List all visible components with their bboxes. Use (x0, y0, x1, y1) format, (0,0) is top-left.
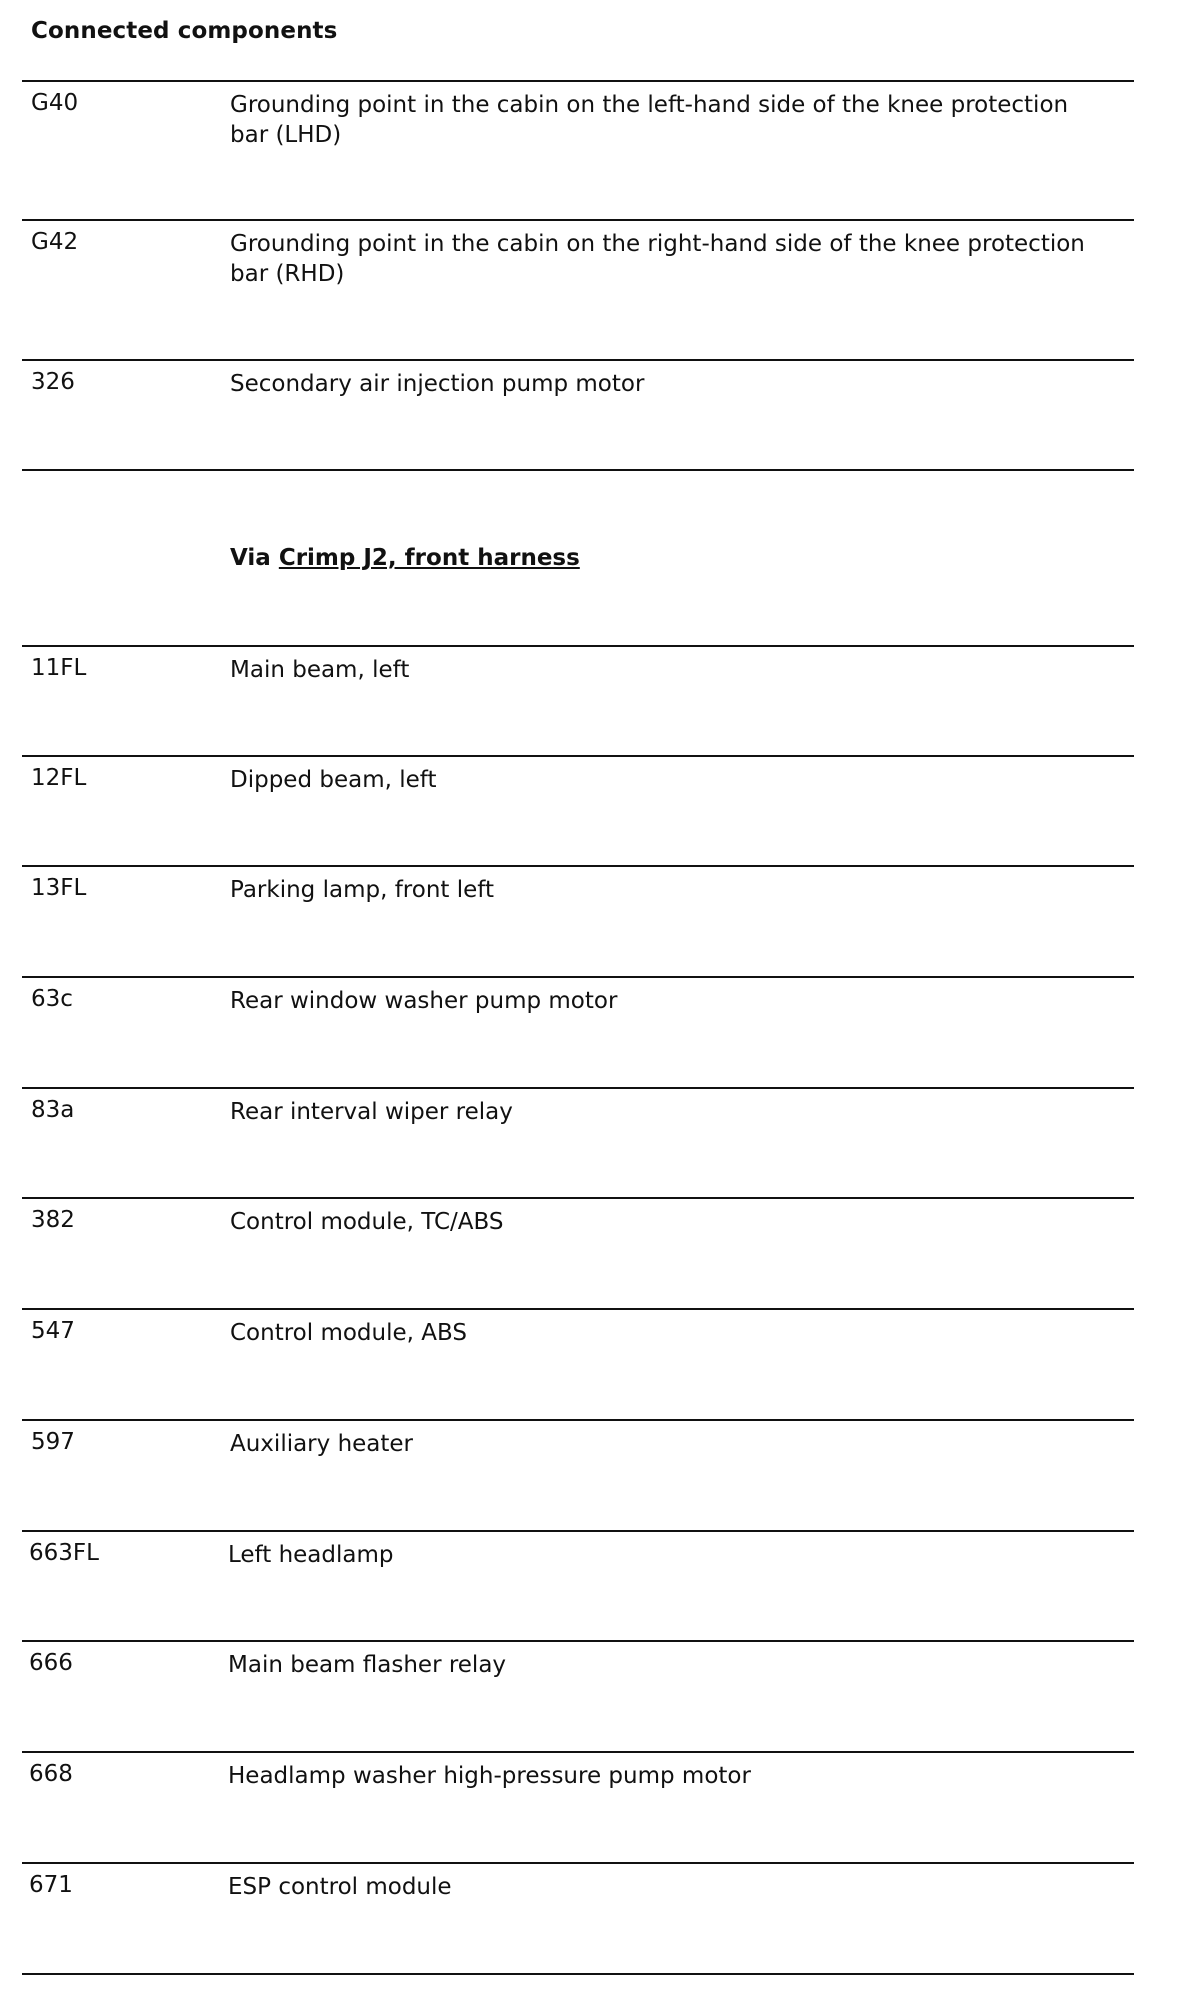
table-row (22, 1312, 1134, 1416)
component-code: G42 (31, 229, 79, 255)
component-description: Rear window washer pump motor (230, 988, 618, 1014)
via-crimp-heading (230, 545, 580, 571)
component-description: Left headlamp (228, 1542, 394, 1568)
component-code: 11FL (31, 655, 87, 681)
component-code: 663FL (29, 1540, 99, 1566)
component-code: 83a (31, 1097, 75, 1123)
component-description: Rear interval wiper relay (230, 1099, 513, 1125)
component-code: 63c (31, 986, 73, 1012)
row-divider (22, 1862, 1134, 1864)
table-row (22, 363, 1134, 468)
table-row (22, 1423, 1134, 1527)
table-row (22, 1866, 1134, 1970)
component-code: 666 (29, 1650, 73, 1676)
component-description: Grounding point in the cabin on the right-hand side of the knee protection bar (RHD) (230, 231, 1085, 287)
row-divider (22, 976, 1134, 978)
table-row (22, 980, 1134, 1084)
crimp-j2-link[interactable]: Crimp J2, front harness (278, 545, 580, 571)
row-divider (22, 1087, 1134, 1089)
component-code: 326 (31, 369, 75, 395)
component-description: Grounding point in the cabin on the left-hand side of the knee protection bar (LHD) (230, 92, 1069, 148)
component-description: Dipped beam, left (230, 767, 437, 793)
row-divider (22, 1197, 1134, 1199)
component-description: Control module, TC/ABS (230, 1209, 504, 1235)
component-code: 13FL (31, 875, 87, 901)
component-code: 382 (31, 1207, 75, 1233)
via-prefix: Via (230, 545, 271, 571)
table-row (22, 1534, 1134, 1638)
table-row (22, 649, 1134, 753)
component-description: Auxiliary heater (230, 1431, 414, 1457)
component-code: 668 (29, 1761, 73, 1787)
row-divider (22, 1640, 1134, 1642)
row-divider (22, 359, 1134, 361)
component-description: Secondary air injection pump motor (230, 371, 645, 397)
component-description: Main beam, left (230, 657, 410, 683)
table-row (22, 1201, 1134, 1305)
component-code: 597 (31, 1429, 75, 1455)
component-code: 547 (31, 1318, 75, 1344)
row-divider (22, 80, 1134, 82)
table-row (22, 1091, 1134, 1195)
table-row (22, 759, 1134, 863)
component-description: Main beam flasher relay (228, 1652, 507, 1678)
row-divider (22, 645, 1134, 647)
row-divider (22, 755, 1134, 757)
component-description: ESP control module (228, 1874, 452, 1900)
row-divider (22, 1530, 1134, 1532)
table-row (22, 869, 1134, 973)
component-code: 12FL (31, 765, 87, 791)
row-divider (22, 469, 1134, 471)
table-row (22, 223, 1134, 357)
component-description: Headlamp washer high-pressure pump motor (228, 1763, 751, 1789)
table-row (22, 84, 1134, 218)
table-row (22, 1644, 1134, 1748)
component-description: Parking lamp, front left (230, 877, 494, 903)
row-divider (22, 865, 1134, 867)
row-divider (22, 1308, 1134, 1310)
table-row (22, 1755, 1134, 1859)
row-divider (22, 1973, 1134, 1975)
row-divider (22, 1419, 1134, 1421)
row-divider (22, 219, 1134, 221)
section-heading: Connected components (31, 18, 338, 44)
component-code: G40 (31, 90, 79, 116)
component-code: 671 (29, 1872, 73, 1898)
component-description: Control module, ABS (230, 1320, 467, 1346)
row-divider (22, 1751, 1134, 1753)
